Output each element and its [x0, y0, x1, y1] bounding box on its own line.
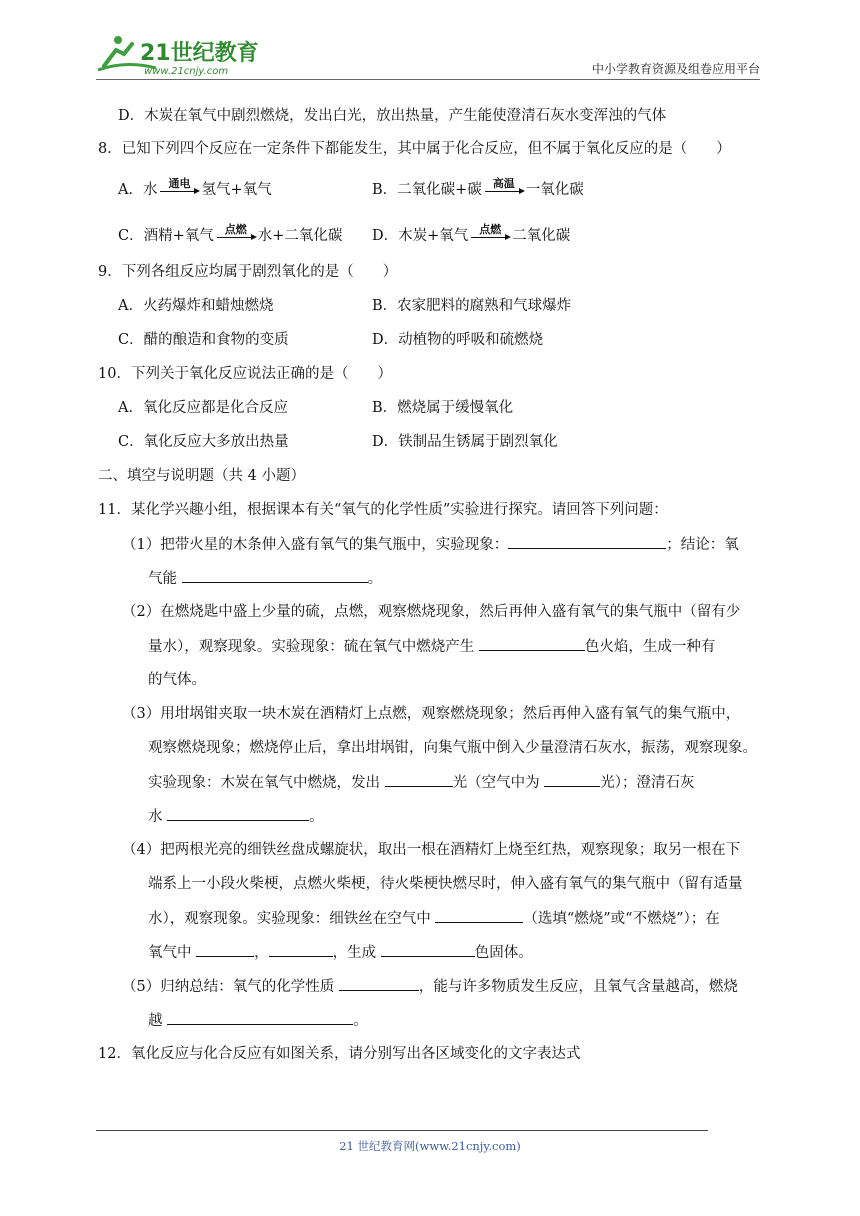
- q8-option-b: [372, 177, 584, 200]
- answer-blank[interactable]: [269, 942, 333, 957]
- footer-text: 21 世纪教育网(www.21cnjy.com): [339, 1139, 521, 1153]
- q10-option-d: D．铁制品生锈属于剧烈氧化: [372, 434, 558, 450]
- q11-part2-line2: [148, 636, 715, 657]
- logo-url: www.21cnjy.com: [144, 66, 229, 77]
- q8-c-reactant: C．酒精+氧气: [118, 228, 214, 244]
- q12-stem: 12．氧化反应与化合反应有如图关系，请分别写出各区域变化的文字表达式: [98, 1046, 581, 1062]
- answer-blank[interactable]: [385, 772, 453, 787]
- answer-blank[interactable]: [479, 636, 585, 651]
- q11-part4-line4: [148, 942, 533, 963]
- answer-blank[interactable]: [182, 568, 368, 583]
- q10-option-b: B．燃烧属于缓慢氧化: [372, 400, 514, 416]
- q9-option-d: D．动植物的呼吸和硫燃烧: [372, 332, 544, 348]
- q11-part5-line2: [148, 1010, 368, 1031]
- answer-blank[interactable]: [167, 1010, 353, 1025]
- text-segment: 光（空气中为: [452, 775, 540, 791]
- q8-c-product: 水+二氧化碳: [257, 228, 343, 244]
- answer-blank[interactable]: [508, 534, 666, 549]
- reaction-arrow-icon: [215, 223, 257, 246]
- q7-option-d: D．木炭在氧气中剧烈燃烧，发出白光，放出热量，产生能使澄清石灰水变浑浊的气体: [118, 108, 667, 124]
- q11-part1-line1: [122, 534, 739, 555]
- text-segment: 。: [353, 1013, 368, 1029]
- text-segment: 。: [309, 809, 324, 825]
- q9-option-b: B．农家肥料的腐熟和气球爆炸: [372, 298, 572, 314]
- text-segment: （5）归纳总结：氧气的化学性质: [122, 979, 335, 995]
- q8-b-condition: 高温: [492, 177, 515, 190]
- q8-d-condition: 点燃: [479, 223, 502, 236]
- text-segment: （选填“燃烧”或“不燃烧”）；在: [523, 911, 720, 927]
- answer-blank[interactable]: [167, 806, 309, 821]
- q10-option-a: A．氧化反应都是化合反应: [118, 400, 288, 416]
- text-segment: 水），观察现象。实验现象：细铁丝在空气中: [148, 911, 431, 927]
- text-segment: 氧气中: [148, 945, 192, 961]
- text-segment: 色固体。: [474, 945, 533, 961]
- reaction-arrow-icon: [483, 177, 525, 200]
- q11-part3-line1: （3）用坩埚钳夹取一块木炭在酒精灯上点燃，观察燃烧现象；然后再伸入盛有氧气的集气瓶中，: [122, 706, 741, 722]
- logo-text: 21世纪教育: [140, 41, 259, 66]
- q11-part2-line1: （2）在燃烧匙中盛上少量的硫，点燃，观察燃烧现象，然后再伸入盛有氧气的集气瓶中（留有少: [122, 604, 741, 620]
- section-heading: 二、填空与说明题（共 4 小题）: [98, 468, 305, 484]
- q11-part4-line1: （4）把两根光亮的细铁丝盘成螺旋状，取出一根在酒精灯上烧至红热，观察现象；取另一根在下: [122, 842, 741, 858]
- q8-a-condition: 通电: [168, 177, 191, 190]
- text-segment: 光）；澄清石灰: [600, 775, 695, 791]
- q11-part4-line2: 端系上一小段火柴梗，点燃火柴梗，待火柴梗快燃尽时，伸入盛有氧气的集气瓶中（留有适量: [148, 876, 743, 892]
- text-segment: 实验现象：木炭在氧气中燃烧，发出: [148, 775, 380, 791]
- text-segment: 气能: [148, 571, 177, 587]
- q8-b-product: 一氧化碳: [525, 182, 584, 198]
- q8-option-a: [118, 177, 272, 200]
- q8-a-product: 氢气+氧气: [201, 182, 272, 198]
- q11-part1-line2: [148, 568, 382, 589]
- text-segment: 色火焰，生成一种有: [584, 639, 716, 655]
- text-segment: 水: [148, 809, 163, 825]
- reaction-arrow-icon: [158, 177, 200, 200]
- text-segment: 。: [367, 571, 383, 587]
- q8-b-reactant: B．二氧化碳+碳: [372, 182, 482, 198]
- text-segment: ，: [254, 945, 269, 961]
- q9-option-c: C．醋的酿造和食物的变质: [118, 332, 289, 348]
- q11-part3-line4: [148, 806, 324, 827]
- q11-part5-line1: [122, 976, 738, 997]
- q11-stem: 11．某化学兴趣小组，根据课本有关“氧气的化学性质”实验进行探究。请回答下列问题：: [98, 502, 668, 518]
- q8-d-product: 二氧化碳: [512, 228, 571, 244]
- q11-part4-line3: [148, 908, 720, 929]
- q9-option-a: A．火药爆炸和蜡烛燃烧: [118, 298, 274, 314]
- text-segment: ，能与许多物质发生反应，且氧气含量越高，燃烧: [418, 979, 738, 995]
- footer-divider: [96, 1130, 708, 1131]
- q8-stem: 8．已知下列四个反应在一定条件下都能发生，其中属于化合反应，但不属于氧化反应的是（ ）: [98, 141, 731, 157]
- q8-d-reactant: D．木炭+氧气: [372, 228, 469, 244]
- q10-option-c: C．氧化反应大多放出热量: [118, 434, 289, 450]
- q9-stem: 9．下列各组反应均属于剧烈氧化的是（ ）: [98, 264, 398, 280]
- header-divider: [96, 79, 760, 80]
- text-segment: 越: [148, 1013, 163, 1029]
- answer-blank[interactable]: [435, 908, 523, 923]
- text-segment: （1）把带火星的木条伸入盛有氧气的集气瓶中，实验现象：: [122, 537, 509, 553]
- text-segment: ，生成: [332, 945, 377, 961]
- q10-stem: 10．下列关于氧化反应说法正确的是（ ）: [98, 366, 392, 382]
- answer-blank[interactable]: [339, 976, 419, 991]
- text-segment: ；结论：氧: [666, 537, 739, 553]
- text-segment: 量水），观察现象。实验现象：硫在氧气中燃烧产生: [148, 639, 475, 655]
- answer-blank[interactable]: [544, 772, 600, 787]
- answer-blank[interactable]: [381, 942, 475, 957]
- q11-part3-line2: 观察燃烧现象；燃烧停止后，拿出坩埚钳，向集气瓶中倒入少量澄清石灰水，振荡，观察现象。: [148, 740, 757, 756]
- q11-part2-line3: 的气体。: [148, 672, 206, 688]
- reaction-arrow-icon: [469, 223, 511, 246]
- site-logo: [96, 30, 266, 78]
- q8-option-d: [372, 223, 571, 246]
- platform-name: 中小学教育资源及组卷应用平台: [591, 62, 760, 76]
- q8-c-condition: 点燃: [224, 223, 247, 236]
- q8-a-reactant: A．水: [118, 182, 158, 198]
- q11-part3-line3: [148, 772, 694, 793]
- q8-option-c: [118, 223, 343, 246]
- page-header: [96, 30, 760, 80]
- answer-blank[interactable]: [196, 942, 254, 957]
